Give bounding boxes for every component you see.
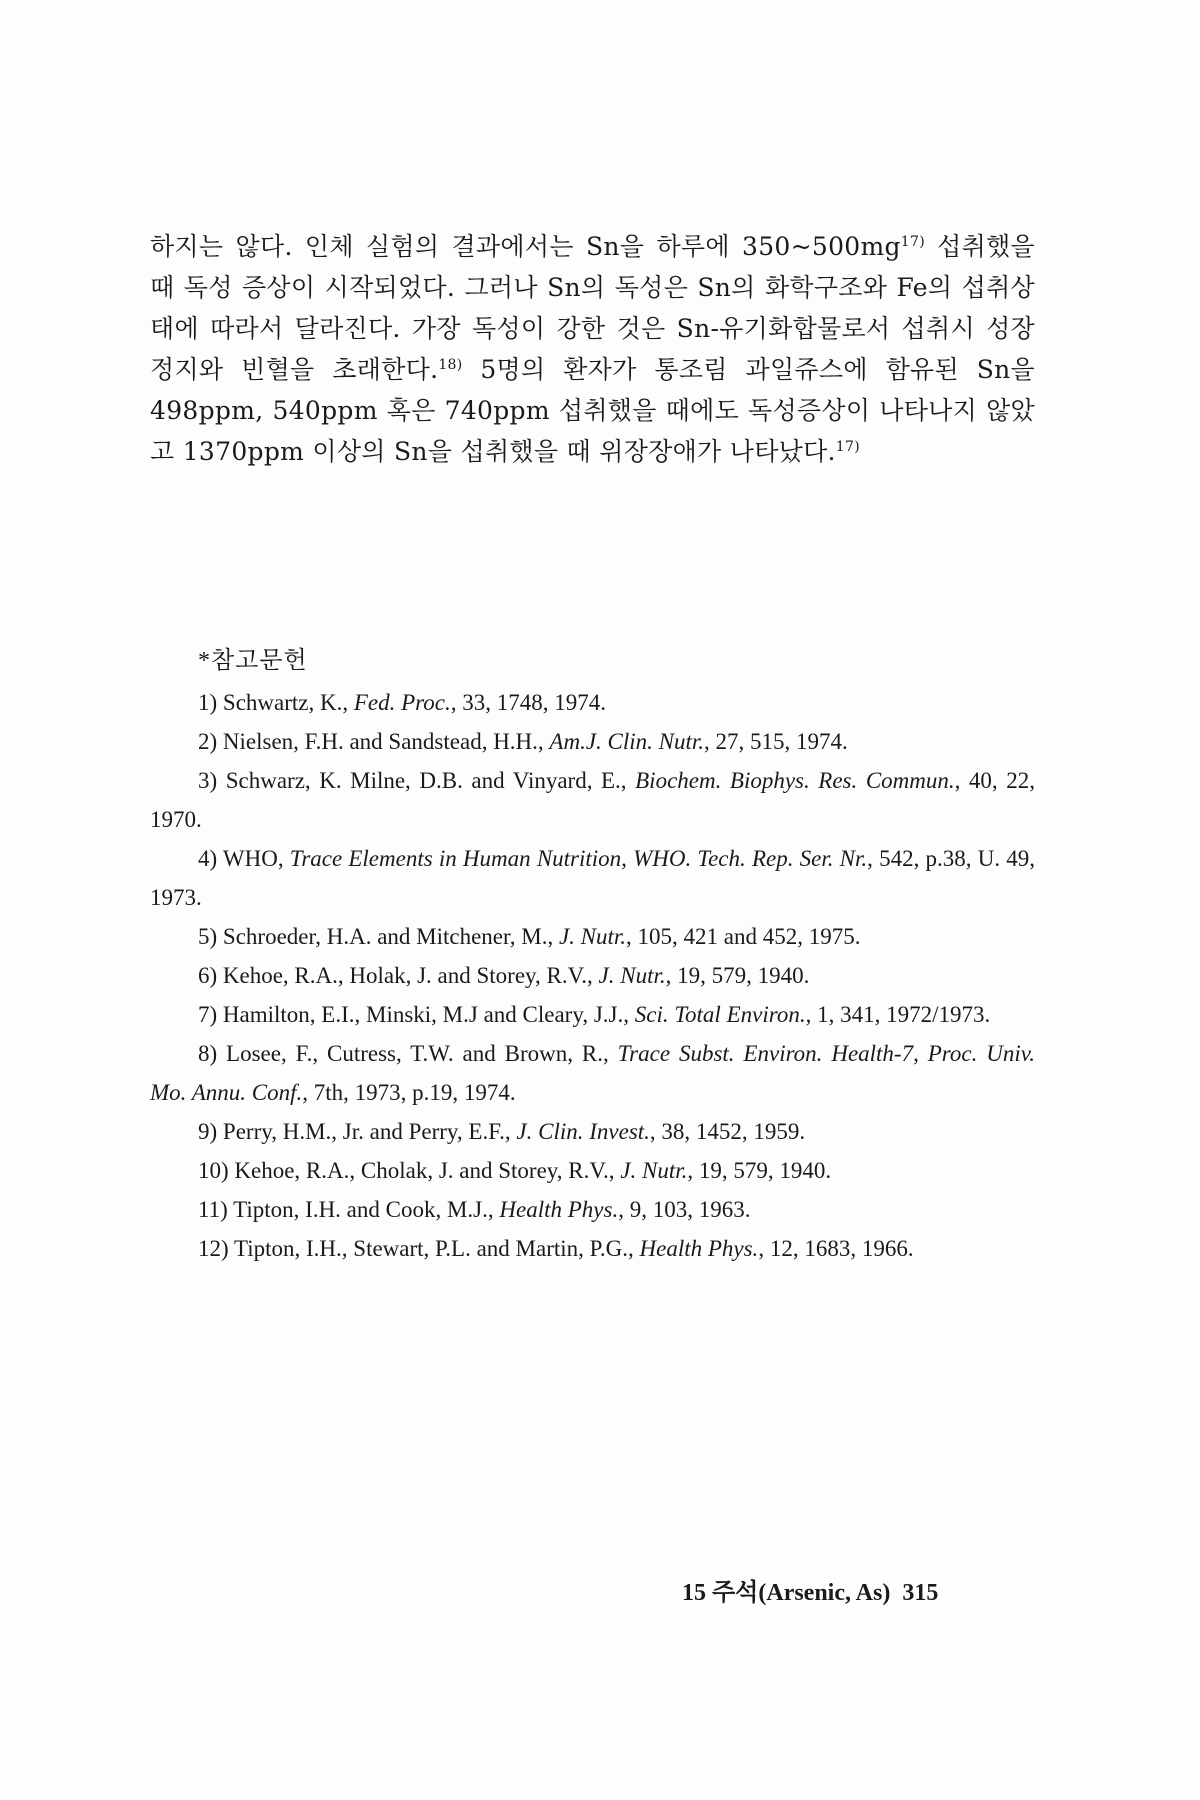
reference-item [150,956,1035,995]
reference-journal: Health Phys. [639,1236,759,1261]
reference-text: 1) Schwartz, K., [198,690,354,715]
reference-item [150,722,1035,761]
reference-journal: Sci. Total Environ. [634,1002,806,1027]
reference-text: 2) Nielsen, F.H. and Sandstead, H.H., [198,729,550,754]
references-heading: *참고문헌 [198,648,308,674]
reference-text: 10) Kehoe, R.A., Cholak, J. and Storey, R.V., [198,1158,621,1183]
reference-journal: Fed. Proc. [353,690,451,715]
reference-text: 8) Losee, F., Cutress, T.W. and Brown, R., [198,1041,618,1066]
reference-text: 5) Schroeder, H.A. and Mitchener, M., [198,924,559,949]
footer-section-label: 15 주석(Arsenic, As) [682,1580,891,1606]
page-footer [682,1572,938,1607]
reference-text: , 12, 1683, 1966. [758,1236,914,1261]
body-text-run: 하지는 않다. 인체 실험의 결과에서는 Sn을 하루에 350~500mg [150,232,901,261]
reference-text: , 19, 579, 1940. [665,963,810,988]
reference-journal: Am.J. Clin. Nutr. [549,729,705,754]
citation-marker: 17) [900,234,925,250]
reference-text: , 38, 1452, 1959. [649,1119,806,1144]
reference-item [150,917,1035,956]
reference-text: 11) Tipton, I.H. and Cook, M.J., [198,1197,500,1222]
citation-marker: 17) [835,439,860,455]
reference-item [150,1034,1035,1112]
reference-text: , 33, 1748, 1974. [450,690,606,715]
reference-item [150,761,1035,839]
reference-item [150,683,1035,722]
references-section [150,642,1035,1268]
reference-item [150,839,1035,917]
reference-text: 3) Schwarz, K. Milne, D.B. and Vinyard, E., [198,768,636,793]
reference-text: , 105, 421 and 452, 1975. [626,924,861,949]
reference-journal: Trace Elements in Human Nutrition, WHO. Tech. Rep. Ser. Nr. [289,846,868,871]
reference-journal: J. Nutr. [598,963,666,988]
reference-item [150,1190,1035,1229]
reference-journal: Trace Subst. Environ. Health-7, Proc. Univ. Mo. Annu. Conf. [150,1041,1035,1105]
reference-text: 4) WHO, [198,846,290,871]
reference-item [150,995,1035,1034]
body-text-run: 섭취했을 때 독성 증상이 시작되었다. 그러나 Sn의 독성은 Sn의 화학구조와 Fe의 섭취상태에 따라서 달라진다. 가장 독성이 강한 것은 Sn-유기화합물로서 섭취시 성장 정지와 빈혈을 초래한다. [150,232,1035,384]
citation-marker: 18) [438,357,463,373]
reference-text: , 7th, 1973, p.19, 1974. [302,1080,516,1105]
reference-text: , 9, 103, 1963. [618,1197,751,1222]
reference-text: , 19, 579, 1940. [687,1158,832,1183]
reference-journal: J. Nutr. [558,924,627,949]
reference-item [150,1229,1035,1268]
reference-text: 12) Tipton, I.H., Stewart, P.L. and Martin, P.G., [198,1236,640,1261]
reference-text: , 1, 341, 1972/1973. [805,1002,991,1027]
reference-item [150,1112,1035,1151]
reference-text: 7) Hamilton, E.I., Minski, M.J and Cleary, J.J., [198,1002,635,1027]
reference-text: 6) Kehoe, R.A., Holak, J. and Storey, R.V., [198,963,599,988]
page-number: 315 [902,1580,939,1606]
reference-text: 9) Perry, H.M., Jr. and Perry, E.F., [198,1119,517,1144]
reference-journal: Health Phys. [499,1197,619,1222]
body-paragraph [150,226,1035,472]
reference-text: , 27, 515, 1974. [704,729,848,754]
body-text-run: 5명의 환자가 통조림 과일쥬스에 함유된 Sn을 498ppm, 540ppm 혹은 740ppm 섭취했을 때에도 독성증상이 나타나지 않았고 1370ppm 이상의 Sn을 섭취했을 때 위장장애가 나타났다. [150,355,1035,466]
reference-item [150,1151,1035,1190]
reference-journal: J. Clin. Invest. [516,1119,650,1144]
reference-list [150,683,1035,1268]
reference-text: , 40, 22, 1970. [150,768,1035,832]
reference-journal: Biochem. Biophys. Res. Commun. [635,768,955,793]
reference-journal: J. Nutr. [620,1158,688,1183]
reference-text: , 542, p.38, U. 49, 1973. [150,846,1036,910]
